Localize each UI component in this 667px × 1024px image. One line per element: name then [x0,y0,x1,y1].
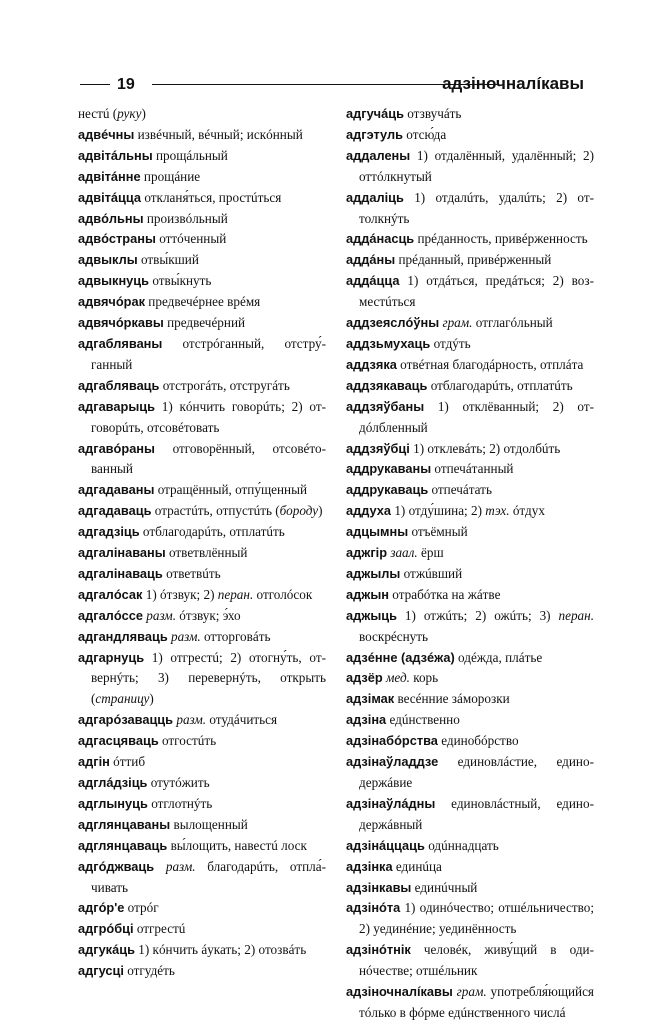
grammar-label: грам. [452,984,487,1000]
grammar-label: разм. [154,858,196,874]
headword: адзінка [346,858,393,874]
headword: аддуха [346,503,392,519]
dictionary-entry [346,334,594,355]
definition: отглагóльный [472,315,553,331]
definition: отторговáть [200,628,271,644]
dictionary-entry [78,752,326,773]
dictionary-entry [78,104,326,125]
dictionary-entry [346,188,594,230]
headword: адгасцяваць [78,733,159,749]
headword: аддзяўбаны [346,398,425,414]
headword: адвітáцца [78,189,142,205]
definition: вы́лощить, навестú лоск [167,837,307,853]
dictionary-entry [346,543,594,564]
grammar-label: разм. [142,607,176,623]
headword: адгадзіць [78,524,140,540]
dictionary-entry [78,250,326,271]
definition: 1) кóнчить говорúть; 2) отговорúть, отсовéтовать [91,398,326,435]
headword: адзінкавы [346,879,412,895]
definition: прощáние [140,168,201,184]
dictionary-entry [78,334,326,376]
definition: отгудéть [123,963,175,979]
dictionary-entry [78,898,326,919]
definition: одéжда, плáтье [454,649,543,665]
headword: адглянцаваны [78,816,171,832]
headword: адгарóзавацць [78,712,174,728]
headword: адглянцаваць [78,837,168,853]
dictionary-entry [346,376,594,397]
usage-label: перан. [217,586,254,602]
dictionary-entry [78,773,326,794]
dictionary-entry [78,146,326,167]
definition: отгрестú [133,921,186,937]
dictionary-entry [78,125,326,146]
dictionary-entry [346,710,594,731]
definition: отвéтная благодáрность, отплáта [396,356,584,372]
headword: адвéчны [78,126,135,142]
dictionary-entry [78,397,326,439]
dictionary-entry [78,522,326,543]
headword: адгадаваць [78,503,152,519]
dictionary-entry [346,250,594,271]
headword: адвітáнне [78,168,141,184]
grammar-label: мед. [382,670,410,686]
dictionary-entry [346,229,594,250]
headword: аджгір [346,545,388,561]
headword: адгарнуць [78,649,145,665]
headword: адзіна [346,712,387,728]
dictionary-entry [346,564,594,585]
definition: 1) отжúть; 2) ожúть; 3) [396,607,559,623]
headword: адглынуць [78,795,148,811]
headword: аджыць [346,607,397,623]
headword: адгукáць [78,942,135,958]
dictionary-entry [78,585,326,606]
headword: адцымны [346,524,409,540]
headword: адзінаўлáдны [346,795,436,811]
dictionary-entry [346,271,594,313]
dictionary-entry [78,940,326,961]
headword: аддáны [346,252,396,268]
definition-cont: ) [141,106,146,121]
dictionary-entry [78,836,326,857]
headword: адгрóбці [78,921,134,937]
dictionary-entry [78,229,326,250]
dictionary-entry [78,313,326,334]
definition: прощáльный [152,147,228,163]
running-head: адзіночналíкавы [442,74,584,93]
headword: аддáцца [346,273,400,289]
dictionary-entry [346,146,594,188]
definition: человéк, живу́щий в одинóчестве; отшéльник [359,942,594,979]
headword: адгучáць [346,106,404,121]
dictionary-entry [346,648,594,669]
definition: ёрш [417,545,444,561]
usage-label: тэх. [485,503,510,519]
definition: отвы́кнуть [149,273,212,289]
headword: адзінóта [346,900,401,916]
definition-cont: воскрéснуть [359,628,429,644]
headword: адгóр'е [78,900,125,916]
grammar-label: грам. [439,315,473,331]
definition: отпечáтанный [431,461,514,477]
definition: отблагодарúть, отплатúть [139,524,285,540]
definition: откланя́ться, простúться [141,189,282,205]
definition: отжúвший [400,565,463,581]
headword: аджылы [346,565,401,581]
headword: аддзякаваць [346,377,428,393]
headword: аддрукаваны [346,461,432,477]
dictionary-entry [346,940,594,982]
definition: отрабóтка на жáтве [388,586,501,602]
headword: адзёр [346,670,383,686]
definition: единовлáстие, единодержáвие [359,754,594,790]
definition: отзвучáть [403,106,462,121]
dictionary-entry [78,857,326,899]
dictionary-entry [346,606,594,648]
definition: 1) отду́шина; 2) [391,503,486,519]
headword: адзіночналíкавы [346,984,453,1000]
dictionary-entry [346,313,594,334]
definition-cont: óтдух [509,503,545,519]
definition: 1) отклевáть; 2) отдолбúть [409,440,561,456]
dictionary-entry [78,543,326,564]
headword: адгаварыць [78,398,155,414]
definition: единобóрство [437,733,519,749]
dictionary-entry [346,668,594,689]
headword: адгалóссе [78,607,143,623]
definition: одúннадцать [424,837,499,853]
dictionary-entry [78,606,326,627]
headword: адгалінаваць [78,565,163,581]
definition: предвечéрнее врéмя [145,294,261,310]
definition: употребля́ющийся тóлько в фóрме едúнственного числá [359,984,595,1020]
headword: адгабляваць [78,377,160,393]
headword: адвітáльны [78,147,153,163]
definition: 1) отдалённый, удалённый; 2) оттóлкнутый [359,147,594,184]
definition: произвóльный [143,210,228,226]
dictionary-entry [78,209,326,230]
definition: ответвлённый [165,545,248,561]
headword: адвóльны [78,210,144,226]
headword: адгусці [78,963,124,979]
dictionary-entry [78,815,326,836]
dictionary-entry [346,501,594,522]
headword: адгавóраны [78,440,155,456]
headword: адгалóсак [78,586,143,602]
headword: адвыклы [78,252,138,268]
definition: отъёмный [408,524,468,540]
definition: весéнние зáморозки [394,691,510,707]
definition: 1) óтзвук; 2) [142,586,218,602]
headword: аддзьмухаць [346,335,431,351]
grammar-label: разм. [167,628,201,644]
dictionary-entry [78,167,326,188]
dictionary-entry [346,522,594,543]
headword: аддрукаваць [346,482,429,498]
definition: единúчный [411,879,478,895]
headword: адгандляваць [78,628,168,644]
definition: извéчный, вéчный; искóнный [134,126,303,142]
headword: адвыкнуць [78,273,150,289]
definition: прéданный, привéрженный [395,252,552,268]
dictionary-entry [346,355,594,376]
headword: адгін [78,754,110,770]
dictionary-entry [346,794,594,836]
headword: адзінаўладдзе [346,754,439,770]
definition: отгостúть [158,733,217,749]
dictionary-entry [346,480,594,501]
definition: прéданность, привéрженность [414,231,588,247]
definition: корь [409,670,439,686]
dictionary-entry [78,439,326,481]
definition: единовлáстный, единодержáвный [359,795,594,832]
definition: отсю́да [403,126,447,142]
usage-label: бороду [279,503,319,519]
definition: 1) кóнчить áукать; 2) отозвáть [134,942,307,958]
dictionary-entry [346,878,594,899]
page-number: 19 [117,76,135,93]
definition-cont: ) [149,691,154,707]
definition: 1) отдалúть, удалúть; 2) оттолкнýть [359,189,594,226]
headword: аддзяўбці [346,440,410,456]
definition: отблагодарúть, отплатúть [427,377,573,393]
headword: адгэтуль [346,126,403,142]
dictionary-entry [78,961,326,982]
definition: 1) отдáться, предáться; 2) возместúться [359,273,594,310]
headword: адгадаваны [78,482,155,498]
dictionary-entry [78,292,326,313]
dictionary-entry [78,271,326,292]
definition: вылощенный [170,816,248,832]
dictionary-entry [346,898,594,940]
headword: аддáнасць [346,231,415,247]
definition: отрóг [124,900,159,916]
definition: отудáчиться [206,712,278,728]
definition-cont: отголóсок [253,586,313,602]
dictionary-entry [78,501,326,522]
usage-label: перан. [558,607,594,623]
dictionary-entry [346,731,594,752]
definition: отглотнýть [147,795,213,811]
dictionary-entry [78,919,326,940]
headword: аджын [346,586,389,602]
headword: адзінабóрства [346,733,438,749]
definition: отговорённый, отсовéтованный [91,440,326,477]
grammar-label: заал. [387,545,418,561]
headword: аддзяка [346,356,397,372]
headword: аддалены [346,147,411,163]
headword: адгóджваць [78,858,155,874]
definition: отпечáтать [428,482,492,498]
dictionary-entry [346,857,594,878]
dictionary-entry [78,794,326,815]
definition: 1) отклёванный; 2) отдóлбленный [359,398,594,435]
headword: адгалінаваны [78,545,166,561]
dictionary-entry [346,397,594,439]
headword: адзінáццаць [346,837,425,853]
headword: адзéнне (адзéжа) [346,649,455,665]
definition: единúца [392,858,442,874]
grammar-label: разм. [173,712,207,728]
definition: отутóжить [147,775,210,790]
usage-label: страницу [95,691,150,707]
definition: отвы́кший [137,252,199,268]
definition: отрастúть, отпустúть ( [151,503,280,519]
definition: ответвúть [162,565,221,581]
definition: отстрогáть, отстругáть [159,377,290,393]
headword: адвячóрак [78,294,145,310]
definition: нестú ( [78,106,118,121]
dictionary-entry [78,564,326,585]
dictionary-entry [78,710,326,731]
definition: отстрóганный, отстру́ганный [91,335,326,372]
definition: óттиб [109,754,146,770]
dictionary-entry [78,376,326,397]
dictionary-entry [346,439,594,460]
right-column [346,104,594,1024]
dictionary-entry [78,480,326,501]
usage-label: руку [117,106,142,121]
definition: благодарúть, отпла́чивать [91,858,327,895]
dictionary-entry [78,188,326,209]
left-column [78,104,326,982]
headword: адзімак [346,691,395,707]
dictionary-entry [346,752,594,794]
headword: адглáдзіць [78,775,148,790]
definition: отдýть [430,335,471,351]
dictionary-entry [346,982,594,1024]
definition: отращённый, отпу́щенный [154,482,308,498]
definition: 1) отгрестú; 2) отогну́ть, отвернýть; 3) перевернýть, открыть ( [91,649,326,707]
definition: едúнственно [386,712,460,728]
dictionary-entry [78,627,326,648]
dictionary-entry [346,836,594,857]
definition: óтзвук; э́хо [176,607,241,623]
definition: оттóченный [155,231,227,247]
definition-cont: ) [318,503,323,519]
headword: адзінóтнік [346,942,411,958]
dictionary-entry [346,459,594,480]
header-rule-left [80,84,110,85]
headword: адгабляваны [78,335,163,351]
dictionary-entry [346,585,594,606]
headword: аддзеяслóўны [346,315,440,331]
definition: 1) одинóчество; отшéльничество; 2) уединéние; уединённость [359,900,594,937]
dictionary-entry [346,104,594,125]
headword: аддаліць [346,189,404,205]
dictionary-entry [346,125,594,146]
headword: адвячóркавы [78,315,164,331]
dictionary-entry [346,689,594,710]
dictionary-entry [78,648,326,711]
headword: адвóстраны [78,231,156,247]
dictionary-entry [78,731,326,752]
definition: предвечéрний [163,315,246,331]
